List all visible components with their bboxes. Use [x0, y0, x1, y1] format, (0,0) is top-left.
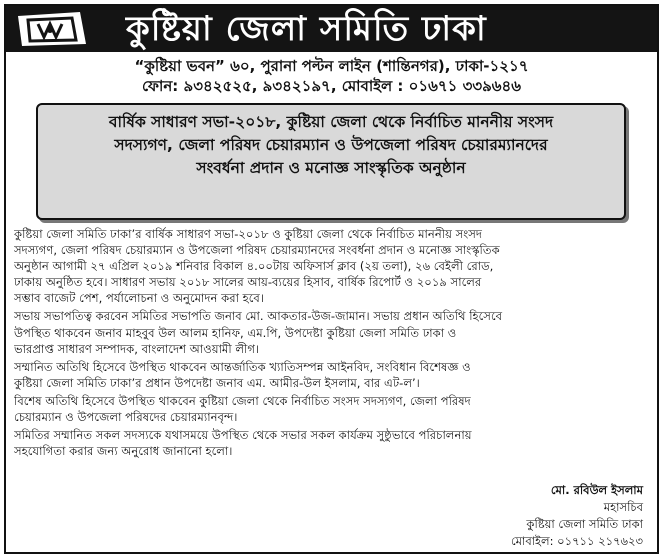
- body-line: চেয়ারম্যান ও উপজেলা পরিষদের চেয়ারম্যানবৃন্দ।: [14, 410, 238, 425]
- body-line: সম্মানিত অতিথি হিসেবে উপস্থিত থাকবেন আন্তর্জাতিক খ্যাতিসম্পন্ন আইনবিদ, সংবিধান বিশেষজ্ঞ ও: [14, 359, 471, 374]
- phone-line: ফোন: ৯৩৪২৫২৫, ৯৩৪২১৯৭, মোবাইল : ০১৬৭১ ৩৩৯৬৪৬: [141, 77, 522, 95]
- headline-line-1: বার্ষিক সাধারণ সভা-২০১৮, কুষ্টিয়া জেলা থেকে নির্বাচিত মাননীয় সংসদ: [108, 113, 554, 131]
- body-line: উপস্থিত থাকবেন জনাব মাহবুব উল আলম হানিফ, এম.পি, উপদেষ্টা কুষ্টিয়া জেলা সমিতি ঢাকা ও: [14, 325, 457, 340]
- signatory-mobile: মোবাইল: ০১৭১১ ২১৭৬২৩: [510, 534, 643, 548]
- signatory-organization: কুষ্টিয়া জেলা সমিতি ঢাকা: [526, 517, 643, 531]
- body-line: সমিতির সম্মানিত সকল সদস্যকে যথাসময়ে উপস্থিত থেকে সভার সকল কার্যক্রম সুষ্ঠুভাবে পরিচালনায়: [14, 428, 472, 443]
- signatory-name: মো. রবিউল ইসলাম: [550, 483, 643, 497]
- notice-body: [14, 226, 652, 461]
- body-line: বিশেষ অতিথি হিসেবে উপস্থিত থাকবেন কুষ্টিয়া জেলা থেকে নির্বাচিত সংসদ সদস্যগণ, জেলা পরিষদ: [14, 393, 471, 408]
- signature-block: [443, 482, 643, 550]
- body-line: সভায় সভাপতিত্ব করবেন সমিতির সভাপতি জনাব মো. আকতার-উজ-জামান। সভায় প্রধান অতিথি হিসেবে: [14, 309, 503, 324]
- paragraph-request: [14, 427, 652, 459]
- paragraph-event-details: [14, 226, 652, 306]
- address-block: [6, 56, 657, 96]
- address-line: “কুষ্টিয়া ভবন” ৬০, পুরানা পল্টন লাইন (শান্তিনগর), ঢাকা-১২১৭: [134, 57, 529, 75]
- headline-box: [36, 103, 626, 220]
- body-line: কুষ্টিয়া জেলা সমিতি ঢাকা’র বার্ষিক সাধারণ সভা-২০১৮ ও কুষ্টিয়া জেলা থেকে নির্বাচিত মাননীয় সংসদ: [14, 227, 482, 241]
- body-line: সম্ভাব বাজেট পেশ, পর্যালোচনা ও অনুমোদন করা হবে।: [14, 291, 264, 306]
- paragraph-chief-guest: [14, 308, 652, 356]
- association-emblem-icon: [14, 10, 90, 48]
- body-line: সদস্যগণ, জেলা পরিষদ চেয়ারম্যান ও উপজেলা পরিষদ চেয়ারম্যানদের সংবর্ধনা প্রদান ও মনোজ্ঞ সাংস্কৃতিক: [14, 243, 500, 258]
- header-banner: [6, 6, 657, 52]
- headline-line-3: সংবর্ধনা প্রদান ও মনোজ্ঞ সাংস্কৃতিক অনুষ্ঠান: [196, 159, 466, 177]
- organization-title: কুষ্টিয়া জেলা সমিতি ঢাকা: [126, 9, 487, 49]
- paragraph-special-guests: [14, 393, 652, 425]
- headline-line-2: সদস্যগণ, জেলা পরিষদ চেয়ারম্যান ও উপজেলা পরিষদ চেয়ারম্যানদের: [114, 136, 548, 154]
- body-line: সহযোগিতা করার জন্য অনুরোধ জানানো হলো।: [14, 444, 233, 459]
- signatory-title: মহাসচিব: [603, 500, 643, 514]
- body-line: ভারপ্রাপ্ত সাধারণ সম্পাদক, বাংলাদেশ আওয়ামী লীগ।: [14, 341, 260, 356]
- notice-advertisement: [4, 4, 659, 554]
- body-line: কুষ্টিয়া জেলা সমিতি ঢাকা’র প্রধান উপদেষ্টা জনাব এম. আমীর-উল ইসলাম, বার এট-ল’।: [14, 375, 420, 390]
- body-line: অনুষ্ঠান আগামী ২৭ এপ্রিল ২০১৯ শনিবার বিকাল ৪.০০টায় অফিসার্স ক্লাব (২য় তলা), ২৬ বেইলী রোড,: [14, 259, 494, 274]
- body-line: ঢাকায় অনুষ্ঠিত হবে। সাধারণ সভায় ২০১৮ সালের আয়-ব্যয়ের হিসাব, বার্ষিক রিপোর্ট ও ২০১৯ সালের: [14, 275, 482, 290]
- paragraph-honored-guest: [14, 359, 652, 391]
